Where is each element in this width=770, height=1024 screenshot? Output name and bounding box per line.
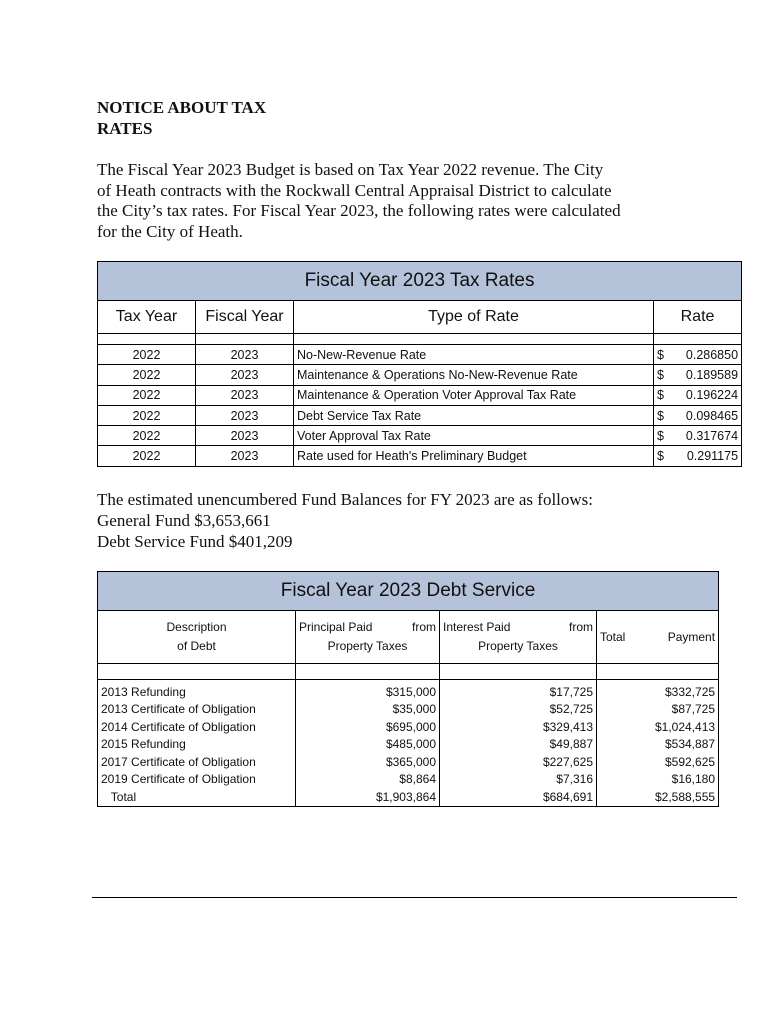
debt-service-table — [97, 571, 719, 807]
spacer-cell — [294, 334, 654, 345]
total-row — [98, 788, 719, 806]
spacer-cell — [440, 664, 597, 680]
total-payment-cell: $16,180 — [597, 771, 719, 789]
rate-value: 0.189589 — [685, 367, 739, 382]
rate-value: 0.291175 — [686, 449, 739, 464]
rate-type-cell: Maintenance & Operations No-New-Revenue Rate — [294, 365, 654, 385]
footer-divider — [92, 897, 737, 898]
fund-balances-intro: The estimated unencumbered Fund Balances for FY 2023 are as follows: — [97, 490, 594, 509]
debt-table-title: Fiscal Year 2023 Debt Service — [98, 572, 719, 611]
intro-line: for the City of Heath. — [97, 221, 243, 241]
principal-cell: $365,000 — [296, 753, 440, 771]
tax-year-cell: 2022 — [98, 426, 196, 446]
header-total — [597, 611, 719, 664]
header-tax-year: Tax Year — [98, 301, 196, 334]
total-payment-cell: $534,887 — [597, 736, 719, 754]
rate-cell — [654, 446, 742, 466]
header-description — [98, 611, 296, 664]
table-row — [98, 446, 742, 466]
debt-description-cell: 2019 Certificate of Obligation — [98, 771, 296, 789]
spacer-cell — [196, 334, 294, 345]
debt-description-cell: 2013 Certificate of Obligation — [98, 701, 296, 719]
rate-value: 0.286850 — [685, 347, 739, 362]
total-payment-cell: $87,725 — [597, 701, 719, 719]
principal-cell: $1,903,864 — [296, 788, 440, 806]
spacer-cell — [654, 334, 742, 345]
rate-type-cell: Voter Approval Tax Rate — [294, 426, 654, 446]
interest-cell: $7,316 — [440, 771, 597, 789]
currency-symbol: $ — [657, 449, 664, 464]
table-row — [98, 405, 742, 425]
interest-cell: $227,625 — [440, 753, 597, 771]
principal-cell: $695,000 — [296, 718, 440, 736]
interest-cell: $17,725 — [440, 680, 597, 701]
fiscal-year-cell: 2023 — [196, 426, 294, 446]
header-interest-line-1: Interest Paid — [443, 620, 511, 634]
table-row — [98, 701, 719, 719]
header-principal-line-1: Principal Paid — [299, 620, 373, 634]
header-type-of-rate: Type of Rate — [294, 301, 654, 334]
header-principal — [296, 611, 440, 664]
interest-cell: $49,887 — [440, 736, 597, 754]
table-row — [98, 753, 719, 771]
table-row — [98, 718, 719, 736]
total-payment-cell: $1,024,413 — [597, 718, 719, 736]
principal-cell: $8,864 — [296, 771, 440, 789]
header-interest-line-2: Property Taxes — [478, 639, 558, 653]
header-total-line-2: Payment — [667, 629, 716, 644]
tax-year-cell: 2022 — [98, 345, 196, 365]
currency-symbol: $ — [657, 367, 664, 382]
table-row — [98, 385, 742, 405]
header-rate: Rate — [654, 301, 742, 334]
rate-type-cell: No-New-Revenue Rate — [294, 345, 654, 365]
rate-value: 0.098465 — [685, 408, 739, 423]
debt-description-cell: Total — [98, 788, 296, 806]
tax-year-cell: 2022 — [98, 385, 196, 405]
header-interest-from: from — [569, 620, 593, 634]
intro-line: The Fiscal Year 2023 Budget is based on Tax Year 2022 revenue. The City — [97, 160, 604, 179]
fiscal-year-cell: 2023 — [196, 365, 294, 385]
rate-cell — [654, 405, 742, 425]
header-fiscal-year: Fiscal Year — [196, 301, 294, 334]
tax-table-title: Fiscal Year 2023 Tax Rates — [98, 262, 742, 301]
debt-description-cell: 2017 Certificate of Obligation — [98, 753, 296, 771]
heading-line-2: RATES — [97, 119, 153, 138]
rate-type-cell: Rate used for Heath's Preliminary Budget — [294, 446, 654, 466]
intro-line: of Heath contracts with the Rockwall Central Appraisal District to calculate — [97, 180, 612, 200]
spacer-cell — [98, 334, 196, 345]
heading-line-1: NOTICE ABOUT TAX — [97, 98, 267, 117]
rate-value: 0.196224 — [685, 388, 739, 403]
header-total-line-1: Total — [600, 629, 626, 644]
fund-balances — [97, 489, 717, 552]
header-description-line-1: Description — [166, 620, 227, 634]
general-fund-balance: General Fund $3,653,661 — [97, 511, 271, 530]
spacer-cell — [296, 664, 440, 680]
interest-cell: $52,725 — [440, 701, 597, 719]
debt-description-cell: 2015 Refunding — [98, 736, 296, 754]
currency-symbol: $ — [657, 347, 664, 362]
tax-rates-table — [97, 261, 742, 467]
spacer-cell — [98, 664, 296, 680]
rate-cell — [654, 365, 742, 385]
header-principal-line-2: Property Taxes — [327, 639, 408, 653]
interest-cell: $684,691 — [440, 788, 597, 806]
table-row — [98, 426, 742, 446]
fiscal-year-cell: 2023 — [196, 345, 294, 365]
rate-type-cell: Debt Service Tax Rate — [294, 405, 654, 425]
rate-value: 0.317674 — [685, 428, 739, 443]
tax-year-cell: 2022 — [98, 365, 196, 385]
debt-description-cell: 2014 Certificate of Obligation — [98, 718, 296, 736]
rate-cell — [654, 426, 742, 446]
intro-line: the City’s tax rates. For Fiscal Year 2023, the following rates were calculated — [97, 201, 621, 220]
table-row — [98, 345, 742, 365]
fiscal-year-cell: 2023 — [196, 385, 294, 405]
table-row — [98, 365, 742, 385]
fiscal-year-cell: 2023 — [196, 405, 294, 425]
table-row — [98, 736, 719, 754]
principal-cell: $315,000 — [296, 680, 440, 701]
total-payment-cell: $332,725 — [597, 680, 719, 701]
table-row — [98, 771, 719, 789]
debt-description-cell: 2013 Refunding — [98, 680, 296, 701]
currency-symbol: $ — [657, 408, 664, 423]
total-payment-cell: $2,588,555 — [597, 788, 719, 806]
table-row — [98, 680, 719, 701]
intro-paragraph — [97, 160, 697, 242]
header-description-line-2: of Debt — [177, 639, 216, 653]
interest-cell: $329,413 — [440, 718, 597, 736]
rate-cell — [654, 385, 742, 405]
principal-cell: $485,000 — [296, 736, 440, 754]
tax-year-cell: 2022 — [98, 405, 196, 425]
principal-cell: $35,000 — [296, 701, 440, 719]
debt-service-fund-balance: Debt Service Fund $401,209 — [97, 532, 293, 551]
header-principal-from: from — [412, 620, 436, 634]
total-payment-cell: $592,625 — [597, 753, 719, 771]
fiscal-year-cell: 2023 — [196, 446, 294, 466]
tax-year-cell: 2022 — [98, 446, 196, 466]
rate-type-cell: Maintenance & Operation Voter Approval Tax Rate — [294, 385, 654, 405]
notice-heading — [97, 97, 337, 139]
currency-symbol: $ — [657, 388, 664, 403]
spacer-cell — [597, 664, 719, 680]
currency-symbol: $ — [657, 428, 664, 443]
header-interest — [440, 611, 597, 664]
rate-cell — [654, 345, 742, 365]
